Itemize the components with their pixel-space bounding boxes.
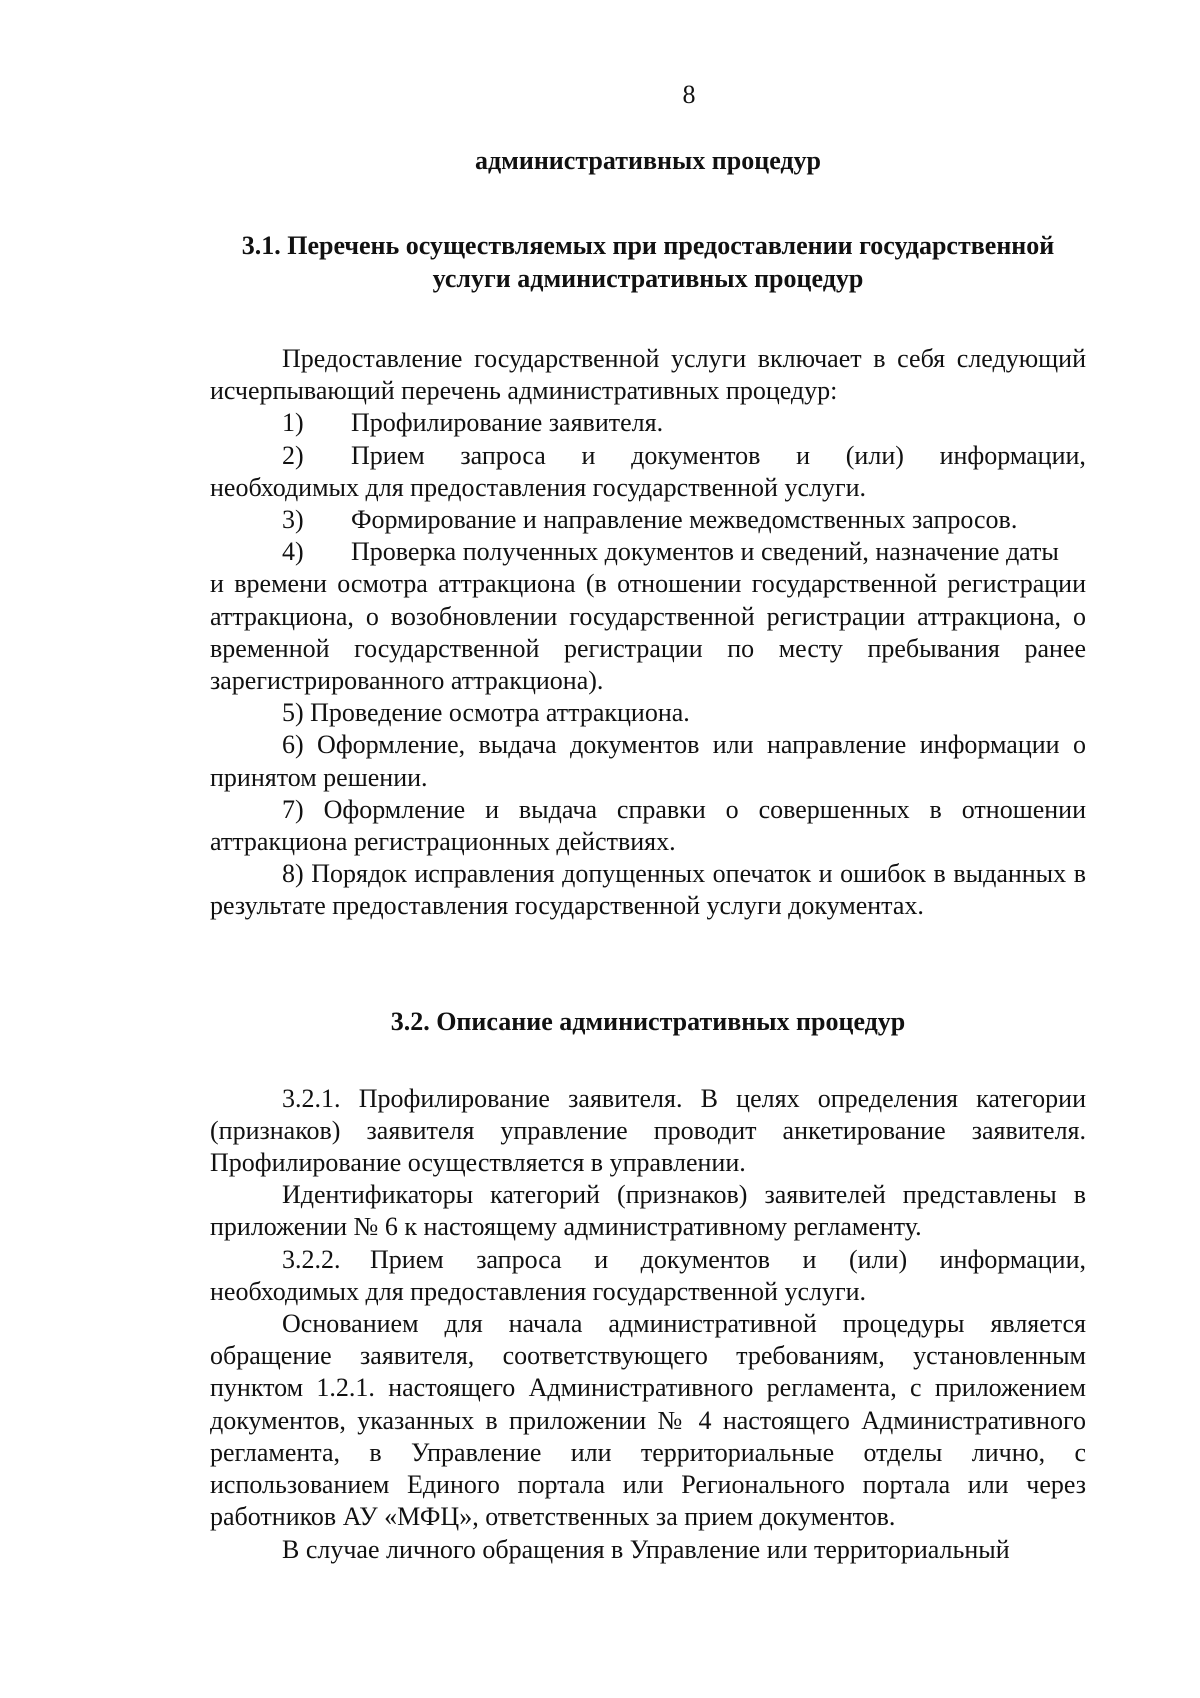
section-3-2-title: 3.2. Описание административных процедур xyxy=(390,1006,906,1036)
section-3-2-1-paragraph: 3.2.1. Профилирование заявителя. В целях определения категории (признаков) заявителя управление проводит анкетирование заявителя. Профилирование осуществляется в управлении. xyxy=(210,1083,1086,1178)
list-item-7: 7) Оформление и выдача справки о совершенных в отношении аттракциона регистрационных действиях. xyxy=(210,794,1086,857)
personal-appeal-paragraph: В случае личного обращения в Управление или территориальный xyxy=(282,1534,1010,1564)
grounds-paragraph: Основанием для начала административной процедуры является обращение заявителя, соответствующего требованиям, установленным пунктом 1.2.1. настоящего Административного регламента, с приложением документов, указанных в приложении № 4 настоящего Административного регламента, в Управление или территориальные отделы лично, с использованием Единого портала или Регионального портала или через работников АУ «МФЦ», ответственных за прием документов. xyxy=(210,1309,1086,1532)
word: Прием xyxy=(351,440,425,470)
word: и xyxy=(594,1244,609,1274)
word: документов xyxy=(640,1244,770,1274)
list-item-4-num: 4) xyxy=(282,537,304,567)
word: и xyxy=(581,440,596,470)
list-item-5: 5) Проведение осмотра аттракциона. xyxy=(282,698,690,728)
word: и xyxy=(796,440,811,470)
word: информации, xyxy=(939,1244,1086,1274)
list-item-2-num: 2) xyxy=(282,440,304,470)
list-item-8: 8) Порядок исправления допущенных опечаток и ошибок в выданных в результате предоставления государственной услуги документах. xyxy=(210,859,1086,921)
list-item-3-text: Формирование и направление межведомственных запросов. xyxy=(351,505,1018,535)
section-3-1-intro: Предоставление государственной услуги включает в себя следующий исчерпывающий перечень административных процедур: xyxy=(210,344,1086,406)
section-3-2-2-num: 3.2.2. xyxy=(282,1244,341,1274)
list-item-3-num: 3) xyxy=(282,505,304,535)
section-3-1-title-line2: услуги административных процедур xyxy=(432,264,864,293)
word: запроса xyxy=(476,1244,562,1274)
list-item-4 xyxy=(210,536,1086,568)
word: (или) xyxy=(848,1244,908,1274)
list-item-2-words xyxy=(351,440,1086,472)
page-number: 8 xyxy=(682,80,696,109)
word: (или) xyxy=(845,440,904,470)
heading-top: административных процедур xyxy=(474,146,822,175)
section-3-2-2-words xyxy=(370,1244,1086,1276)
list-item-6: 6) Оформление, выдача документов или направление информации о принятом решении. xyxy=(210,730,1086,792)
identifiers-paragraph: Идентификаторы категорий (признаков) заявителей представлены в приложении № 6 к настоящему административному регламенту. xyxy=(210,1180,1086,1242)
word: Прием xyxy=(370,1244,444,1274)
word: и xyxy=(802,1244,817,1274)
section-3-2-2-cont: необходимых для предоставления государственной услуги. xyxy=(210,1276,867,1306)
section-3-2-2-heading xyxy=(210,1244,1086,1276)
word: документов xyxy=(631,440,761,470)
section-3-1-body xyxy=(210,343,1086,923)
word: информации, xyxy=(939,440,1086,470)
word: запроса xyxy=(460,440,546,470)
list-item-3 xyxy=(210,504,1086,536)
list-item-1 xyxy=(210,407,1086,439)
list-item-2-cont: необходимых для предоставления государственной услуги. xyxy=(210,472,867,502)
list-item-4-cont: и времени осмотра аттракциона (в отношении государственной регистрации аттракциона, о возобновлении государственной регистрации аттракциона, о временной государственной регистрации по месту пребывания ранее зарегистрированного аттракциона). xyxy=(210,569,1086,696)
list-item-4-text: Проверка полученных документов и сведений, назначение даты xyxy=(351,537,1059,567)
section-3-2-body xyxy=(210,1083,1086,1566)
section-3-1-title-line1: 3.1. Перечень осуществляемых при предоставлении государственной xyxy=(241,231,1055,260)
section-3-1-title xyxy=(210,229,1086,295)
list-item-2 xyxy=(210,440,1086,472)
list-item-1-text: Профилирование заявителя. xyxy=(351,408,664,438)
list-item-1-num: 1) xyxy=(282,408,304,438)
